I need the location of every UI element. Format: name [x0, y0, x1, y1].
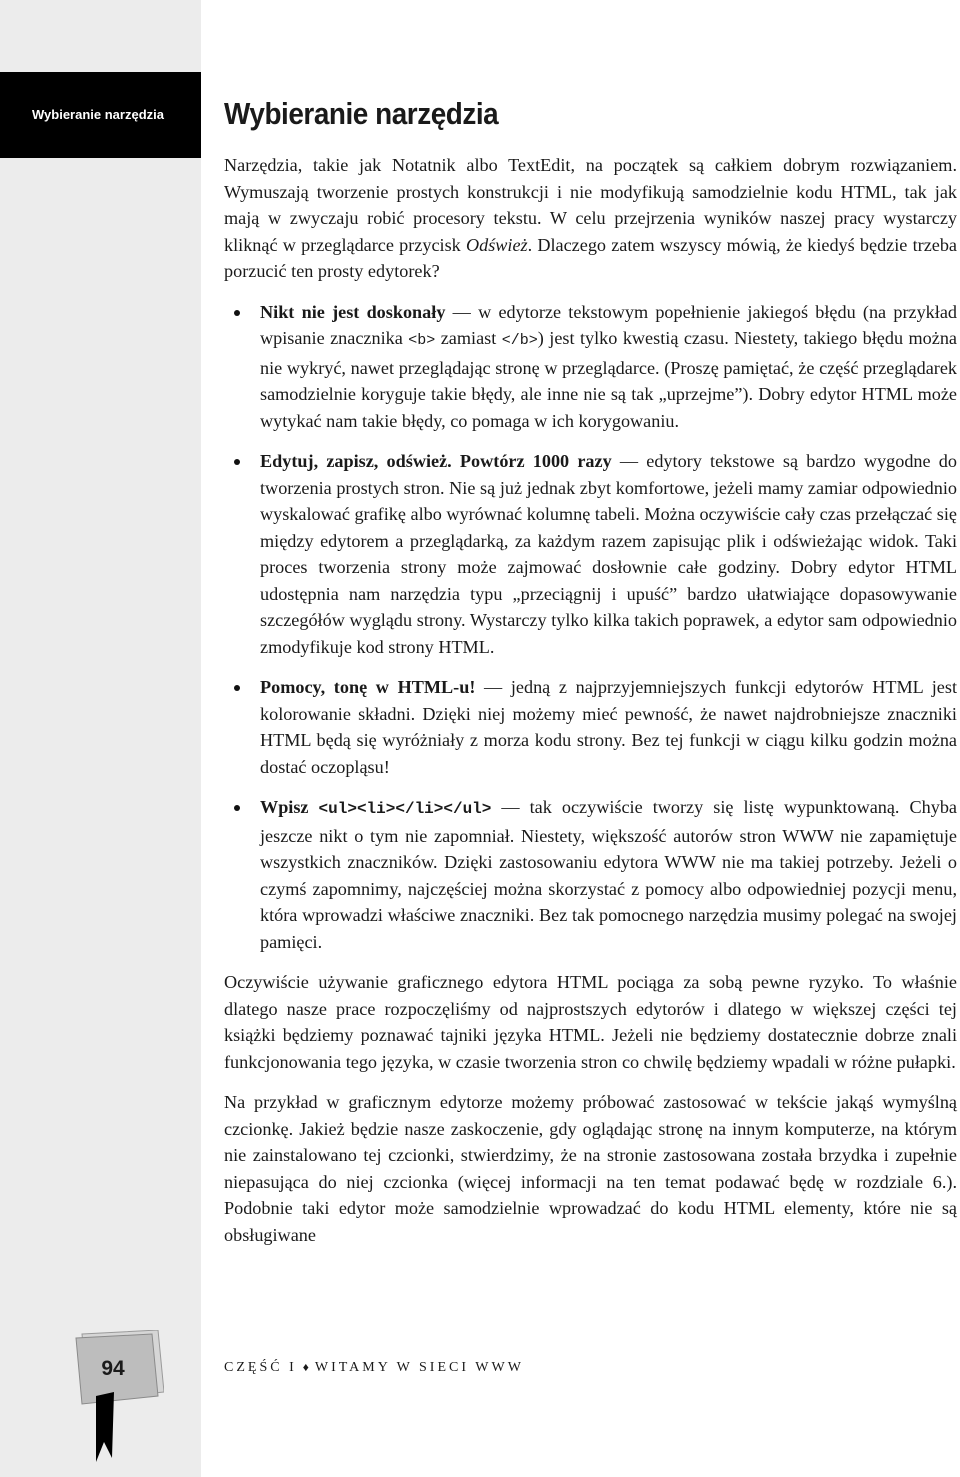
list-item-lead: Nikt nie jest doskonały [260, 301, 446, 322]
list-item [224, 299, 957, 435]
diamond-icon: ♦ [302, 1360, 309, 1374]
list-item-lead: Pomocy, tonę w HTML-u! [260, 677, 476, 697]
list-item-lead: Edytuj, zapisz, odśwież. Powtórz 1000 razy [260, 451, 612, 471]
section-tab: Wybieranie narzędzia [0, 72, 201, 158]
page-number: 94 [101, 1357, 125, 1380]
footer-part-title: WITAMY W SIECI WWW [314, 1360, 524, 1375]
list-item [224, 448, 957, 660]
intro-text-a: Narzędzia, takie jak Notatnik albo TextEdit, na początek są całkiem dobrym rozwiązaniem. Wymuszają tworzenie prostych konstrukcji i nie modyfikują samodzielnie kodu HTML, tak jak mają w zwyczaju robić procesory tekstu. W celu przejrzenia wyników naszej pracy wystarczy kliknąć w przeglądarce przycisk [224, 155, 957, 255]
bullet-dot-icon [234, 685, 240, 691]
bullet-dot-icon [234, 459, 240, 465]
list-item-text: — edytory tekstowe są bardzo wygodne do tworzenia prostych stron. Nie są już jednak zbyt komfortowe, jeżeli mamy zamiar odpowiednio wyskalować grafikę albo wyrównać kolumnę tabeli. Można oczywiście cały czas przełączać się między edytorem a przeglądarką, za każdym razem zapisując plik i odświeżając widok. Taki proces tworzenia strony może zajmować dosłownie całe godziny. Dobry edytor HTML udostępnia nam narzędzia typu „przeciągnij i upuść” bardzo ułatwiające dopasowywanie szczegółów wyglądu strony. Wystarczy tylko kilka takich poprawek, a edytor sam odpowiednio zmodyfikuje kod strony HTML. [260, 451, 957, 657]
footer-part: CZĘŚĆ I [224, 1360, 297, 1375]
inline-code: <b> [408, 332, 436, 349]
list-item-text: — w edytorze tekstowym popełnienie jakiegoś błędu (na przykład wpisanie znacznika [260, 301, 957, 348]
body-text [224, 152, 957, 1262]
list-item-text: ) jest tylko kwestią czasu. Niestety, takiego błędu można nie wykryć, nawet przeglądając stronę w przeglądarce. (Proszę pamiętać, że część przeglądarek samodzielnie koryguje takie błędy, ale inne nie są tak „uprzejme”). Dobry edytor HTML może wytykać nam takie błędy, co pomaga w ich korygowaniu. [260, 328, 957, 431]
running-footer [224, 1360, 524, 1376]
refresh-term: Odśwież [465, 234, 528, 255]
list-item [224, 674, 957, 780]
bullet-dot-icon [234, 310, 240, 316]
intro-paragraph [224, 152, 957, 285]
inline-code: </b> [501, 332, 538, 349]
body-paragraph: Na przykład w graficznym edytorze możemy próbować zastosować w tekście jakąś wymyślną czcionkę. Jakież będzie nasze zaskoczenie, gdy oglądając stronę na innym komputerze, na którym nie zainstalowano tej czcionki, stwierdzimy, że na stronie zastosowana została brzydka i zupełnie niepasująca do niej czcionka (więcej informacji na ten temat podawać będę w rozdziale 6.). Podobnie taki edytor może samodzielnie wprowadzać do kodu HTML elementy, które nie są obsługiwane [224, 1092, 957, 1245]
list-item-lead-code: <ul><li></li></ul> [318, 800, 492, 818]
list-item-text: — jedną z najprzyjemniejszych funkcji edytorów HTML jest kolorowanie składni. Dzięki niej możemy mieć pewność, że nawet najdrobniejsze znaczniki HTML będą się wyróżniały z morza kodu strony. Bez tej funkcji w ciągu kilku godzin można dostać oczopląsu! [260, 677, 957, 777]
list-item-text: zamiast [435, 328, 502, 348]
bullet-list [224, 299, 957, 956]
list-item-lead: Wpisz [260, 797, 319, 817]
body-paragraph: Oczywiście używanie graficznego edytora HTML pociąga za sobą pewne ryzyko. To właśnie dlatego nasze prace rozpoczęliśmy od najprostszych edytorów i dlatego w większej części tej książki będziemy poznawać tajniki języka HTML. Jeżeli nie będziemy dostatecznie dobrze znali funkcjonowania tego języka, w czasie tworzenia stron co chwilę będziemy wpadali w różne pułapki. [224, 972, 957, 1072]
intro-text-b: . Dlaczego zatem wszyscy mówią, że kiedyś będzie trzeba porzucić ten prosty edytorek? [224, 234, 958, 281]
left-gutter [0, 0, 201, 1477]
page-title: Wybieranie narzędzia [224, 96, 499, 131]
list-item-text: — tak oczywiście tworzy się listę wypunktowaną. Chyba jeszcze nikt o tym nie zapomniał. Niestety, większość autorów stron WWW nie zapamiętuje wszystkich znaczników. Dzięki zastosowaniu edytora WWW nie ma takiej potrzeby. Jeżeli o czymś zapomnimy, najczęściej można skorzystać z pomocy albo odpowiedniej pozycji menu, która wprowadzi właściwe znaczniki. Bez tak pomocnego narzędzia musimy polegać na swojej pamięci. [260, 797, 957, 952]
bullet-dot-icon [234, 805, 240, 811]
bookmark-icon [74, 1330, 164, 1465]
list-item [224, 794, 957, 955]
